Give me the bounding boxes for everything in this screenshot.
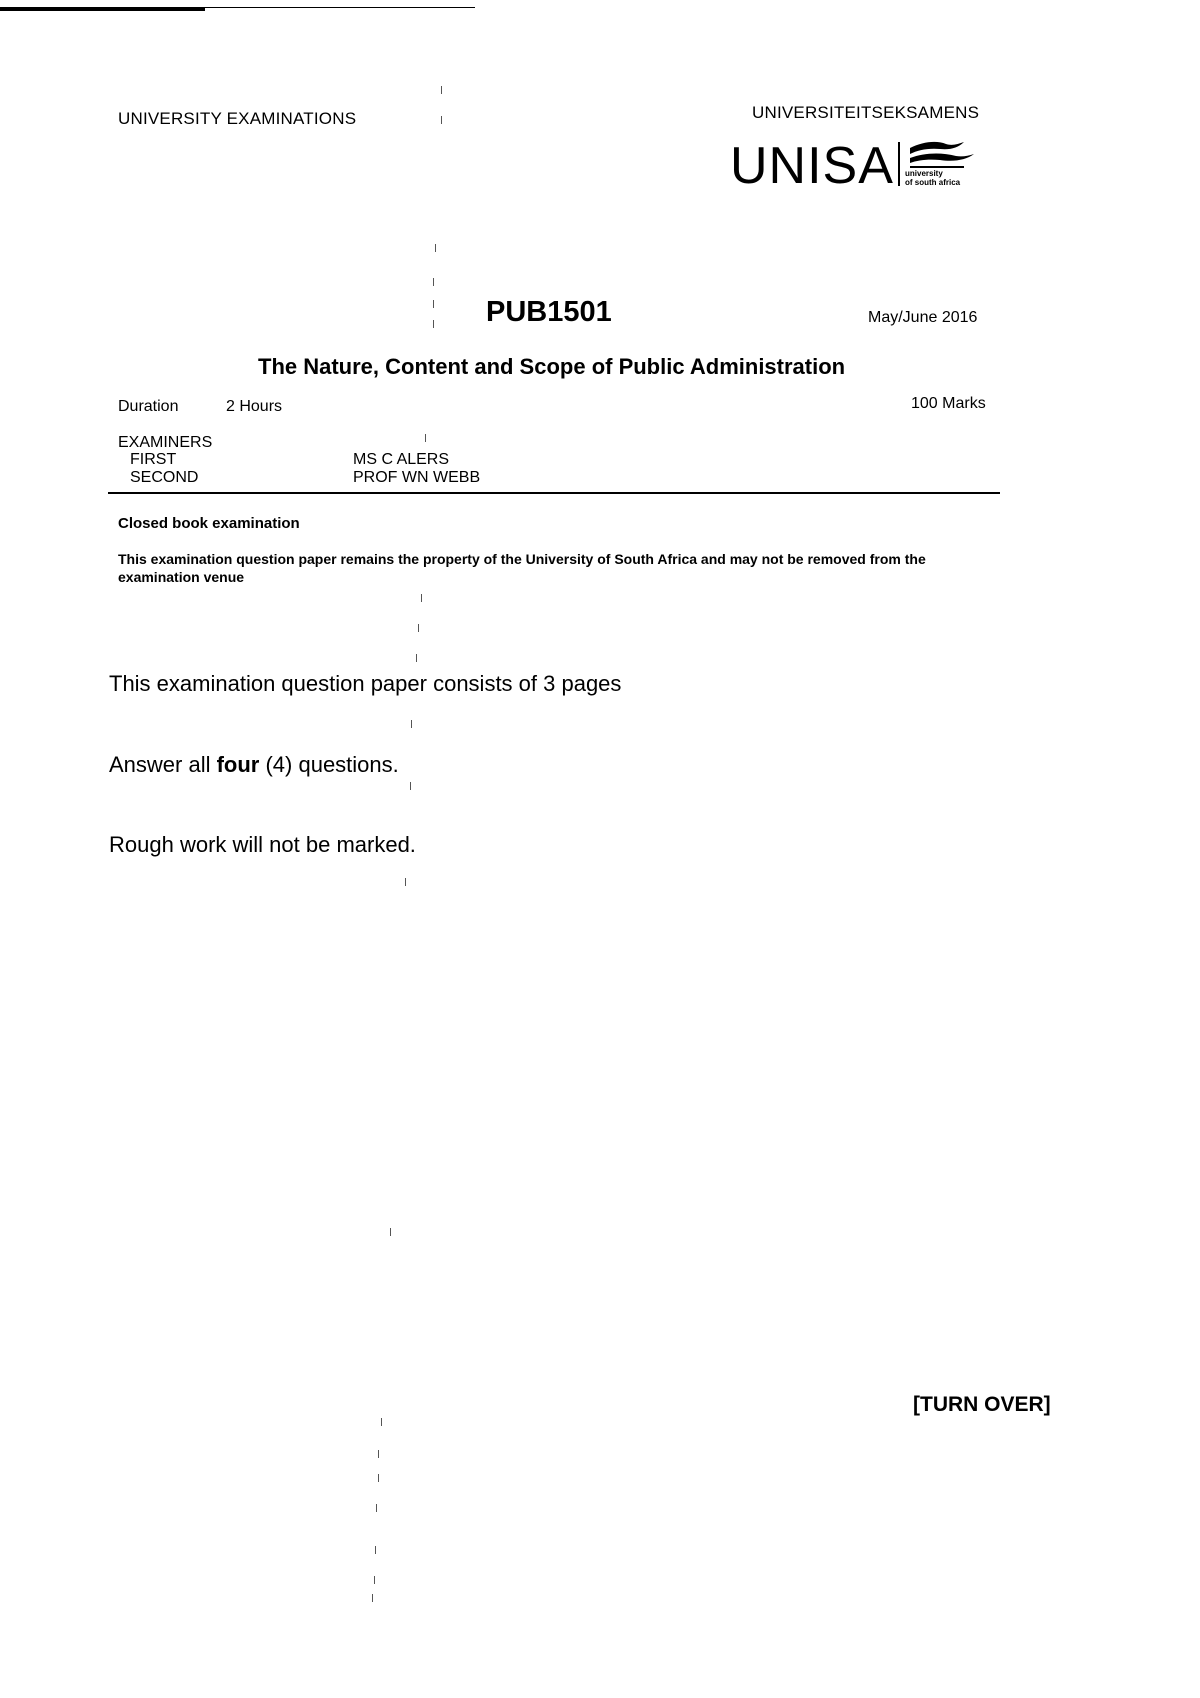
answer-prefix: Answer all [109,752,217,777]
answer-instruction [109,752,399,778]
scan-tick [435,244,436,252]
course-title: The Nature, Content and Scope of Public Administration [258,354,846,379]
page-count-instruction: This examination question paper consists of 3 pages [109,671,622,696]
examiner-role-second: SECOND [130,469,199,486]
closed-book-notice: Closed book examination [118,515,300,532]
top-scan-rule-thick [0,7,205,11]
scan-tick [378,1450,379,1458]
scan-tick [433,278,434,286]
scan-tick [405,878,406,886]
examiner-role-first: FIRST [130,451,177,468]
scan-tick [441,86,442,94]
examiner-name-first: MS C ALERS [353,451,450,468]
answer-suffix: (4) questions. [259,752,399,777]
header-university-examinations: UNIVERSITY EXAMINATIONS [118,109,357,128]
scan-tick [433,320,434,328]
header-universiteitseksamens: UNIVERSITEITSEKSAMENS [752,103,980,122]
property-notice: This examination question paper remains the property of the University of South Africa and may not be removed from the examination venue [118,551,926,585]
scan-tick [375,1546,376,1554]
header-divider [108,492,1000,494]
rough-work-instruction: Rough work will not be marked. [109,832,416,857]
scan-tick [416,654,417,662]
scan-tick [411,720,412,728]
course-code: PUB1501 [486,296,612,328]
duration-value: 2 Hours [226,398,283,415]
scan-tick [374,1576,375,1584]
logo-wordmark: UNISA [730,137,894,195]
scan-tick [410,782,411,790]
answer-bold: four [216,752,260,777]
examiner-name-second: PROF WN WEBB [353,469,481,486]
logo-tagline-line2: of south africa [905,178,961,187]
scan-tick [378,1474,379,1482]
logo-tagline-line1: university [905,169,943,178]
scan-tick [390,1228,391,1236]
top-scan-rule-thin [205,7,475,8]
unisa-logo [730,136,980,196]
total-marks: 100 Marks [911,395,986,412]
scan-tick [425,434,426,442]
duration-label: Duration [118,398,179,415]
scan-tick [381,1418,382,1426]
scan-tick [372,1594,373,1602]
logo-separator [898,142,900,186]
scan-tick [433,300,434,308]
examiners-heading: EXAMINERS [118,434,213,451]
scan-tick [418,624,419,632]
scan-tick [376,1504,377,1512]
turn-over-label: [TURN OVER] [913,1393,1051,1416]
scan-tick [421,594,422,602]
exam-date: May/June 2016 [868,309,978,326]
scan-tick [441,116,442,124]
logo-tagline [905,169,960,187]
